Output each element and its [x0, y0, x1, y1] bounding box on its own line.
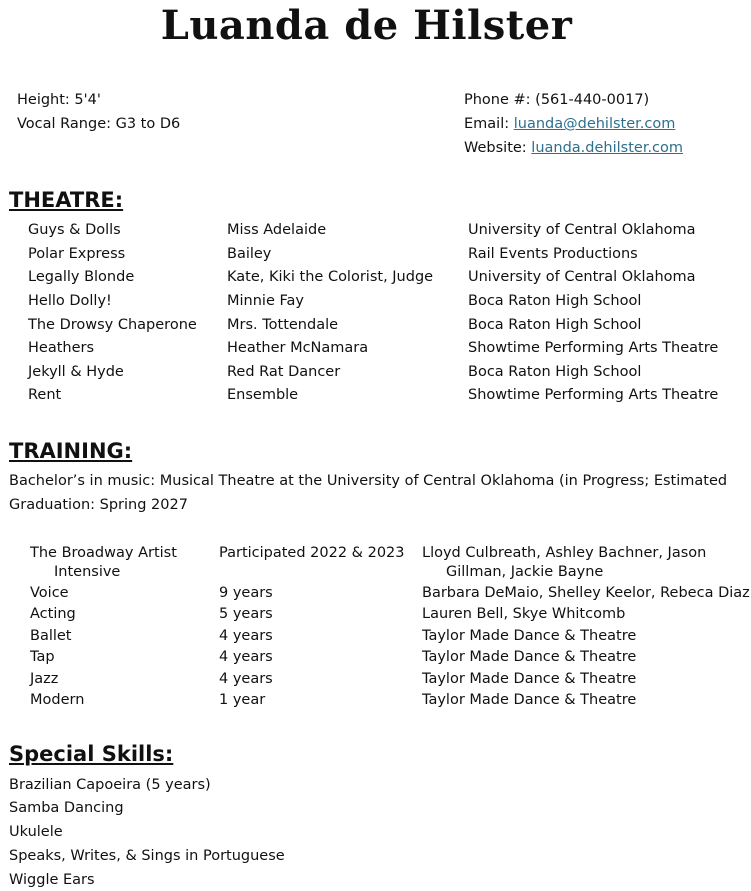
role-name: Heather McNamara	[227, 340, 369, 356]
venue-name: University of Central Oklahoma	[468, 269, 696, 285]
role-name: Red Rat Dancer	[227, 364, 341, 380]
show-title: The Drowsy Chaperone	[28, 317, 197, 333]
email-label: Email:	[464, 116, 514, 132]
website-link[interactable]: luanda.dehilster.com	[531, 140, 684, 156]
theatre-heading: THEATRE:	[9, 188, 124, 212]
email-link[interactable]: luanda@dehilster.com	[513, 116, 676, 132]
training-subject-line2: Intensive	[54, 564, 121, 580]
email-line	[464, 115, 675, 133]
venue-name: Boca Raton High School	[468, 364, 642, 380]
training-duration: 9 years	[219, 585, 273, 601]
venue-name: Rail Events Productions	[468, 246, 638, 262]
role-name: Miss Adelaide	[227, 222, 327, 238]
degree-line-1: Bachelor’s in music: Musical Theatre at the University of Central Oklahoma (in Progress; Estimated	[9, 473, 728, 489]
theatre-row	[0, 221, 751, 244]
venue-name: Boca Raton High School	[468, 317, 642, 333]
show-title: Polar Express	[28, 246, 126, 262]
training-teachers: Taylor Made Dance & Theatre	[422, 692, 637, 708]
vocal-range-text: Vocal Range: G3 to D6	[17, 116, 181, 132]
show-title: Heathers	[28, 340, 95, 356]
training-subject-line1: The Broadway Artist	[30, 545, 177, 561]
theatre-row	[0, 339, 751, 362]
training-duration: 5 years	[219, 606, 273, 622]
theatre-row	[0, 268, 751, 291]
role-name: Kate, Kiki the Colorist, Judge	[227, 269, 434, 285]
role-name: Mrs. Tottendale	[227, 317, 339, 333]
role-name: Ensemble	[227, 387, 299, 403]
training-heading: TRAINING:	[9, 439, 133, 463]
skill-item: Ukulele	[9, 824, 63, 840]
website-label: Website:	[464, 140, 532, 156]
skill-item: Speaks, Writes, & Sings in Portuguese	[9, 848, 285, 864]
role-name: Bailey	[227, 246, 272, 262]
training-subject: Jazz	[30, 671, 59, 687]
website-line	[464, 139, 683, 157]
training-subject: Modern	[30, 692, 85, 708]
training-duration: 1 year	[219, 692, 266, 708]
training-teachers: Taylor Made Dance & Theatre	[422, 649, 637, 665]
venue-name: Showtime Performing Arts Theatre	[468, 340, 719, 356]
show-title: Jekyll & Hyde	[28, 364, 124, 380]
training-subject	[30, 544, 177, 582]
training-subject: Ballet	[30, 628, 72, 644]
theatre-row	[0, 245, 751, 268]
phone-text: Phone #: (561-440-0017)	[464, 92, 650, 108]
training-teachers-line2: Gillman, Jackie Bayne	[446, 564, 604, 580]
training-subject: Acting	[30, 606, 76, 622]
training-teachers: Lauren Bell, Skye Whitcomb	[422, 606, 626, 622]
theatre-row	[0, 386, 751, 409]
show-title: Guys & Dolls	[28, 222, 121, 238]
training-teachers	[422, 544, 706, 582]
venue-name: Showtime Performing Arts Theatre	[468, 387, 719, 403]
training-duration: 4 years	[219, 628, 273, 644]
skill-item: Brazilian Capoeira (5 years)	[9, 777, 211, 793]
special-skills-heading: Special Skills:	[9, 742, 174, 766]
training-subject: Voice	[30, 585, 69, 601]
venue-name: Boca Raton High School	[468, 293, 642, 309]
training-duration: Participated 2022 & 2023	[219, 545, 405, 561]
venue-name: University of Central Oklahoma	[468, 222, 696, 238]
theatre-row	[0, 316, 751, 339]
role-name: Minnie Fay	[227, 293, 304, 309]
training-duration: 4 years	[219, 649, 273, 665]
resume-name: Luanda de Hilster	[160, 2, 573, 49]
height-text: Height: 5'4'	[17, 92, 101, 108]
skill-item: Wiggle Ears	[9, 872, 95, 888]
show-title: Legally Blonde	[28, 269, 135, 285]
show-title: Hello Dolly!	[28, 293, 112, 309]
training-duration: 4 years	[219, 671, 273, 687]
training-teachers: Taylor Made Dance & Theatre	[422, 628, 637, 644]
degree-line-2: Graduation: Spring 2027	[9, 497, 188, 513]
training-teachers-line1: Lloyd Culbreath, Ashley Bachner, Jason	[422, 545, 707, 561]
training-teachers: Taylor Made Dance & Theatre	[422, 671, 637, 687]
theatre-row	[0, 363, 751, 386]
skill-item: Samba Dancing	[9, 800, 124, 816]
training-subject: Tap	[30, 649, 55, 665]
theatre-row	[0, 292, 751, 315]
training-teachers: Barbara DeMaio, Shelley Keelor, Rebeca Diaz	[422, 585, 750, 601]
show-title: Rent	[28, 387, 62, 403]
